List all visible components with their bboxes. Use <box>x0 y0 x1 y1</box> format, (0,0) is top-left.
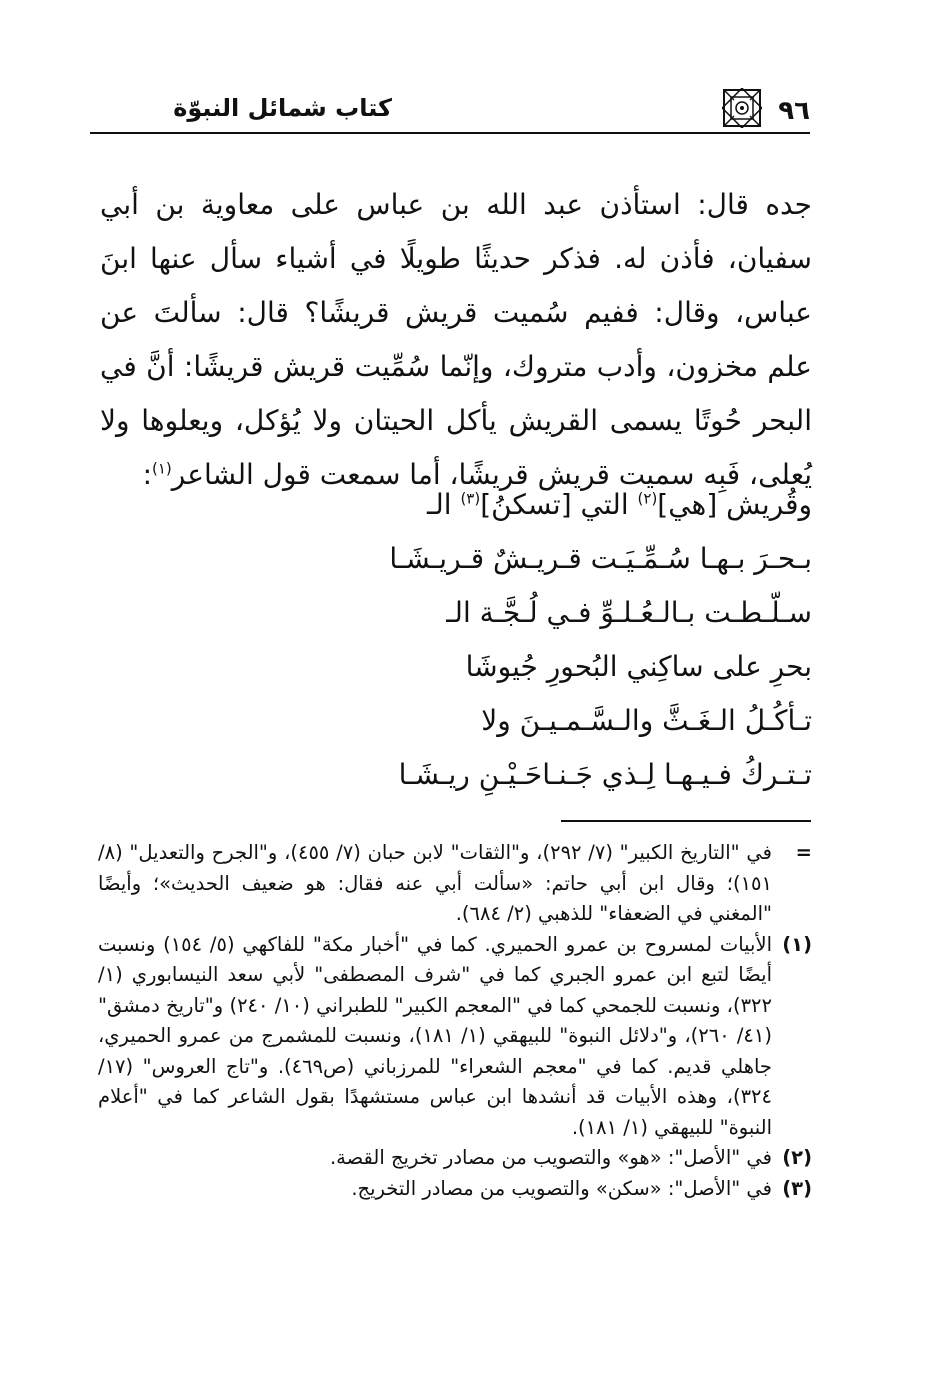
verse-1-part-a: وقُريش [هي] <box>657 488 812 521</box>
page-header <box>90 88 810 136</box>
footnote-ref-1: (١) <box>152 459 172 478</box>
running-title: كتاب شمائل النبوّة <box>173 94 392 122</box>
verse-line-5: تـأكُـلُ الـغَـثَّ والـسَّـمـيـنَ ولا <box>481 704 812 737</box>
footnote-separator <box>561 820 811 822</box>
footnotes <box>98 838 812 1204</box>
footnote-ref-2: (٢) <box>637 489 658 508</box>
main-paragraph <box>100 178 812 502</box>
paragraph-text: جده قال: استأذن عبد الله بن عباس على معاوية بن أبي سفيان، فأذن له. فذكر حديثًا طويلًا في أشياء سأل عنها ابنَ عباس، وقال: ففيم سُميت قريش قريشًا؟ قال: سألتَ عن علم مخزون، وأدب متروك، وإنّما سُمِّيت قريش قريشًا: أنَّ في البحر حُوتًا يسمى القريش يأكل الحيتان ولا يُؤكل، ويعلوها ولا يُعلى، فَبِه سميت قريش قريشًا، أما سمعت قول الشاعر <box>100 188 812 491</box>
verse-line-1 <box>100 488 812 521</box>
page-number: ٩٦ <box>778 96 810 126</box>
verse-line-3: سـلّـطـت بـالـعُـلـوِّ فـي لُـجَّـة الـ <box>446 596 812 629</box>
footnote-mark: = <box>795 841 812 864</box>
footnote-text: في "الأصل": «سكن» والتصويب من مصادر التخريج. <box>351 1176 772 1200</box>
footnote-mark: (٢) <box>782 1146 812 1169</box>
header-rule <box>90 132 810 134</box>
footnote-mark: (١) <box>782 932 812 956</box>
footnote-2 <box>98 1143 812 1174</box>
verse-1-part-c: الـ <box>427 488 461 521</box>
paragraph-end: : <box>142 458 152 491</box>
verse-line-4: بحرِ على ساكِني البُحورِ جُيوشَا <box>465 650 812 683</box>
footnote-ref-3: (٣) <box>460 489 481 508</box>
footnote-3 <box>98 1174 812 1205</box>
footnote-text: الأبيات لمسروح بن عمرو الحميري. كما في "أخبار مكة" للفاكهي (٥/ ١٥٤) ونسبت أيضًا لتبع ابن عمرو الجبري كما في "شرف المصطفى" لأبي سعد النيسابوري (١/ ٣٢٢)، ونسبت للجمحي كما في "المعجم الكبير" للطبراني (١٠/ ٢٤٠) و"تاريخ دمشق" (٤١/ ٢٦٠)، و"دلائل النبوة" للبيهقي (١/ ١٨١)، ونسبت للمشمرج من عمرو الحميري، جاهلي قديم. كما في "معجم الشعراء" للمرزباني (ص٤٦٩). و"تاج العروس" (١٧/ ٣٢٤)، وهذه الأبيات قد أنشدها ابن عباس مستشهدًا بقول الشاعر كما في "أعلام النبوة" للبيهقي (١/ ١٨١). <box>98 932 772 1139</box>
footnote-mark: (٣) <box>782 1176 812 1200</box>
verse-1-part-b: التي [تسكنُ] <box>480 488 638 521</box>
footnote-continued <box>98 838 812 930</box>
verse-line-2: بـحـرَ بـهـا سُـمِّـيَـت قـريـشٌ قـريـشَـا <box>389 542 812 575</box>
ornament-icon <box>722 88 762 128</box>
footnote-text: في "الأصل": «هو» والتصويب من مصادر تخريج القصة. <box>329 1146 772 1169</box>
footnote-text: في "التاريخ الكبير" (٧/ ٢٩٢)، و"الثقات" لابن حبان (٧/ ٤٥٥)، و"الجرح والتعديل" (٨/ ١٥١)؛ وقال ابن أبي حاتم: «سألت أبي عنه فقال: هو ضعيف الحديث»؛ وأيضًا "المغني في الضعفاء" للذهبي (٢/ ٦٨٤). <box>98 841 772 925</box>
footnote-1 <box>98 930 812 1144</box>
verse-line-6: تـتـركُ فـيـهـا لِـذي جَـنـاحَـيْـنِ ريـشَـا <box>398 758 812 791</box>
